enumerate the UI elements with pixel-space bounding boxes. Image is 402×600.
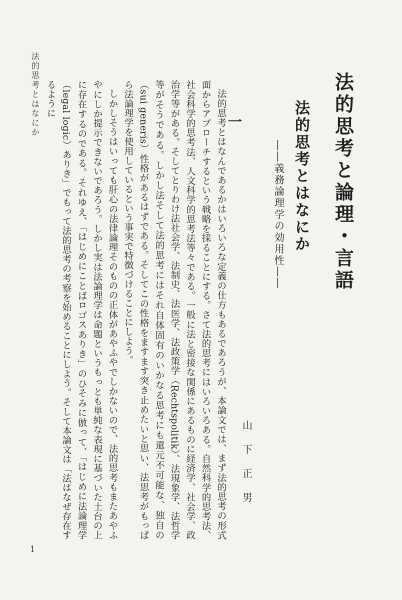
body-text (44, 80, 228, 540)
article-title: 法的思考と論理・言語 (332, 72, 354, 292)
running-head: 法的思考とはなにか (31, 52, 40, 138)
author-name: 山下正男 (240, 420, 251, 516)
article-subtitle: 法的思考とはなにか (293, 100, 311, 253)
paragraph: 法的思考とはなんであるかはいろいろな定義の仕方もあるであろうが、本論文では、まず法的思考の形式面からアプローチするという戦略を採ることにする。さて法的思考にはいろいろある。自然科学的思考法、社会科学的思考法、人文科学的思考法等々である。一般に法と密接な関係にあるものに経済学、社会学、政治学等がある。そしてとりわけ法社会学、法制史、法医学、法政策学（Rechtspolitik）、法現象学、法哲学等がそうである。しかし法そして法的思考にはそれ自体固有のいかなる思考にも還元不可能な、独自の（sui generis）性格があるはずである。そしてこの性格をますます突き止めたいと思い、法思考がもっぱら法論理学を使用しているという事実で特徴づけることにしよう。 (122, 80, 226, 540)
section-number: 一 (228, 115, 242, 131)
page-number: 1 (30, 545, 36, 554)
article-subsubtitle: ――義務論理学の効用性―― (272, 140, 283, 290)
paragraph: しかしそうはいっても肝心の法律論理そのものの正体があやふやでしかないので、法的思考もまたあやふやにしか提示できないであろう。しかし実は法論理学は命題というもっとも単純な表現に基づいた土台の上に存在するのである。それゆえ、「はじめにことばロゴスありき」のひそみに倣って、「はじめに法論理学（legal logic）ありき」でもって法的思考の考察を始めることにしよう。そして本論文は「法はなぜ存在するように (44, 80, 118, 540)
